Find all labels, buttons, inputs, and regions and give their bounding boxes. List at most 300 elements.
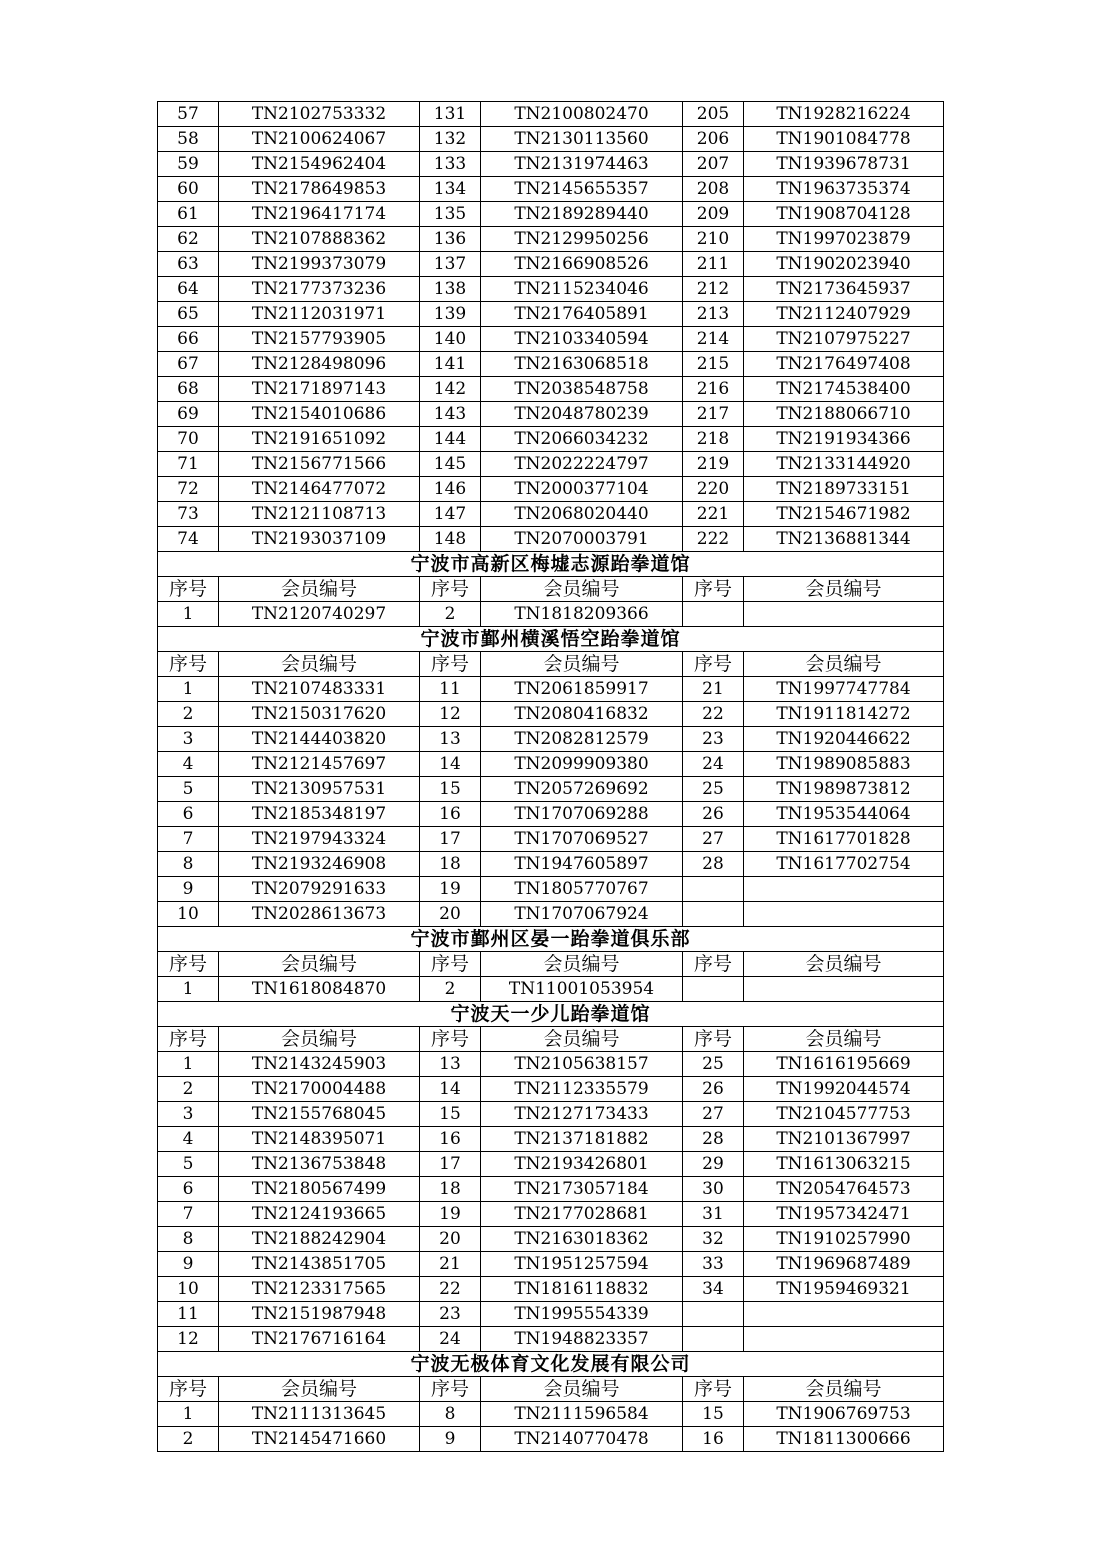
column-header-seq: 序号	[420, 577, 481, 602]
seq-cell: 4	[158, 752, 219, 777]
member-id-cell: TN1951257594	[481, 1252, 683, 1277]
member-id-cell: TN2079291633	[219, 877, 420, 902]
member-table	[157, 101, 944, 1452]
column-header-row	[158, 952, 944, 977]
seq-cell: 137	[420, 252, 481, 277]
seq-cell: 17	[420, 827, 481, 852]
seq-cell	[683, 977, 744, 1002]
member-id-cell: TN2124193665	[219, 1202, 420, 1227]
table-row	[158, 977, 944, 1002]
member-id-cell: TN2143851705	[219, 1252, 420, 1277]
seq-cell: 18	[420, 1177, 481, 1202]
seq-cell: 24	[683, 752, 744, 777]
seq-cell: 138	[420, 277, 481, 302]
section-title-row	[158, 552, 944, 577]
seq-cell: 10	[158, 902, 219, 927]
member-id-cell: TN2193426801	[481, 1152, 683, 1177]
member-id-cell: TN2136753848	[219, 1152, 420, 1177]
table-row	[158, 1202, 944, 1227]
seq-cell: 7	[158, 827, 219, 852]
table-row	[158, 1427, 944, 1452]
member-id-cell: TN2038548758	[481, 377, 683, 402]
seq-cell: 60	[158, 177, 219, 202]
member-id-cell: TN2155768045	[219, 1102, 420, 1127]
seq-cell: 23	[420, 1302, 481, 1327]
member-id-cell: TN2112407929	[744, 302, 944, 327]
seq-cell: 219	[683, 452, 744, 477]
member-id-cell: TN2173057184	[481, 1177, 683, 1202]
member-id-cell: TN2154671982	[744, 502, 944, 527]
member-id-cell: TN1957342471	[744, 1202, 944, 1227]
seq-cell: 146	[420, 477, 481, 502]
seq-cell	[683, 1302, 744, 1327]
seq-cell: 72	[158, 477, 219, 502]
table-row	[158, 1052, 944, 1077]
table-row	[158, 1327, 944, 1352]
table-row	[158, 1127, 944, 1152]
member-id-cell: TN1948823357	[481, 1327, 683, 1352]
seq-cell: 74	[158, 527, 219, 552]
seq-cell: 209	[683, 202, 744, 227]
seq-cell: 207	[683, 152, 744, 177]
seq-cell: 1	[158, 677, 219, 702]
seq-cell: 1	[158, 1402, 219, 1427]
table-row	[158, 452, 944, 477]
member-id-cell: TN2102753332	[219, 102, 420, 127]
seq-cell	[683, 602, 744, 627]
seq-cell: 61	[158, 202, 219, 227]
member-id-cell: TN2129950256	[481, 227, 683, 252]
member-id-cell: TN2121108713	[219, 502, 420, 527]
member-id-cell: TN2128498096	[219, 352, 420, 377]
seq-cell: 26	[683, 802, 744, 827]
column-header-row	[158, 652, 944, 677]
table-row	[158, 427, 944, 452]
column-header-member-id: 会员编号	[744, 577, 944, 602]
member-id-cell: TN2170004488	[219, 1077, 420, 1102]
seq-cell: 2	[420, 977, 481, 1002]
member-id-cell: TN1616195669	[744, 1052, 944, 1077]
seq-cell: 12	[420, 702, 481, 727]
seq-cell: 8	[158, 852, 219, 877]
seq-cell: 21	[683, 677, 744, 702]
member-id-cell: TN2100624067	[219, 127, 420, 152]
seq-cell: 139	[420, 302, 481, 327]
seq-cell: 205	[683, 102, 744, 127]
table-row	[158, 1227, 944, 1252]
member-id-cell: TN2022224797	[481, 452, 683, 477]
seq-cell: 71	[158, 452, 219, 477]
seq-cell: 222	[683, 527, 744, 552]
seq-cell: 68	[158, 377, 219, 402]
column-header-row	[158, 1377, 944, 1402]
member-id-cell: TN1992044574	[744, 1077, 944, 1102]
member-id-cell: TN1805770767	[481, 877, 683, 902]
seq-cell: 20	[420, 1227, 481, 1252]
seq-cell: 19	[420, 1202, 481, 1227]
member-id-cell: TN1939678731	[744, 152, 944, 177]
member-id-cell: TN2137181882	[481, 1127, 683, 1152]
seq-cell: 2	[158, 1427, 219, 1452]
member-id-cell: TN1989873812	[744, 777, 944, 802]
member-id-cell: TN2068020440	[481, 502, 683, 527]
member-id-cell	[744, 902, 944, 927]
member-id-cell: TN2107975227	[744, 327, 944, 352]
column-header-member-id: 会员编号	[744, 1377, 944, 1402]
seq-cell: 5	[158, 1152, 219, 1177]
member-id-cell: TN1920446622	[744, 727, 944, 752]
member-id-cell: TN1617702754	[744, 852, 944, 877]
member-id-cell: TN2131974463	[481, 152, 683, 177]
member-id-cell: TN1617701828	[744, 827, 944, 852]
seq-cell: 70	[158, 427, 219, 452]
member-id-cell: TN2144403820	[219, 727, 420, 752]
member-id-cell: TN2193246908	[219, 852, 420, 877]
member-id-cell: TN2163018362	[481, 1227, 683, 1252]
member-id-cell: TN2107483331	[219, 677, 420, 702]
seq-cell: 59	[158, 152, 219, 177]
member-id-cell: TN2151987948	[219, 1302, 420, 1327]
column-header-seq: 序号	[420, 1027, 481, 1052]
seq-cell: 2	[158, 1077, 219, 1102]
table-row	[158, 852, 944, 877]
seq-cell: 8	[158, 1227, 219, 1252]
member-id-cell: TN2107888362	[219, 227, 420, 252]
column-header-member-id: 会员编号	[219, 952, 420, 977]
member-id-cell: TN1995554339	[481, 1302, 683, 1327]
seq-cell: 2	[420, 602, 481, 627]
column-header-member-id: 会员编号	[481, 1027, 683, 1052]
seq-cell: 32	[683, 1227, 744, 1252]
member-id-cell: TN2197943324	[219, 827, 420, 852]
seq-cell: 6	[158, 802, 219, 827]
column-header-member-id: 会员编号	[219, 652, 420, 677]
member-id-cell: TN1997747784	[744, 677, 944, 702]
member-id-cell: TN1707069527	[481, 827, 683, 852]
seq-cell: 3	[158, 727, 219, 752]
seq-cell: 145	[420, 452, 481, 477]
table-row	[158, 277, 944, 302]
seq-cell: 148	[420, 527, 481, 552]
table-row	[158, 177, 944, 202]
member-id-cell: TN1902023940	[744, 252, 944, 277]
seq-cell: 65	[158, 302, 219, 327]
column-header-seq: 序号	[683, 652, 744, 677]
seq-cell: 213	[683, 302, 744, 327]
seq-cell	[683, 1327, 744, 1352]
member-id-cell: TN2189289440	[481, 202, 683, 227]
member-id-cell: TN11001053954	[481, 977, 683, 1002]
seq-cell: 6	[158, 1177, 219, 1202]
seq-cell: 26	[683, 1077, 744, 1102]
seq-cell: 140	[420, 327, 481, 352]
member-id-cell: TN1911814272	[744, 702, 944, 727]
seq-cell: 5	[158, 777, 219, 802]
member-id-cell: TN2171897143	[219, 377, 420, 402]
member-id-cell: TN2103340594	[481, 327, 683, 352]
member-id-cell: TN2180567499	[219, 1177, 420, 1202]
section-title: 宁波无极体育文化发展有限公司	[158, 1352, 944, 1377]
seq-cell: 63	[158, 252, 219, 277]
seq-cell: 9	[158, 877, 219, 902]
seq-cell	[683, 877, 744, 902]
seq-cell: 28	[683, 1127, 744, 1152]
seq-cell: 14	[420, 752, 481, 777]
table-row	[158, 802, 944, 827]
member-id-cell: TN2111596584	[481, 1402, 683, 1427]
member-id-cell: TN2070003791	[481, 527, 683, 552]
member-id-cell: TN2174538400	[744, 377, 944, 402]
member-id-cell: TN2173645937	[744, 277, 944, 302]
column-header-row	[158, 1027, 944, 1052]
table-row	[158, 1102, 944, 1127]
member-id-cell: TN1901084778	[744, 127, 944, 152]
member-id-cell: TN2145471660	[219, 1427, 420, 1452]
seq-cell: 16	[683, 1427, 744, 1452]
table-row	[158, 127, 944, 152]
seq-cell: 18	[420, 852, 481, 877]
member-id-cell: TN2143245903	[219, 1052, 420, 1077]
member-id-cell: TN2111313645	[219, 1402, 420, 1427]
member-id-cell: TN2146477072	[219, 477, 420, 502]
column-header-seq: 序号	[683, 1027, 744, 1052]
member-id-cell: TN2112031971	[219, 302, 420, 327]
member-id-cell: TN2189733151	[744, 477, 944, 502]
column-header-member-id: 会员编号	[481, 652, 683, 677]
section-title: 宁波市高新区梅墟志源跆拳道馆	[158, 552, 944, 577]
seq-cell: 19	[420, 877, 481, 902]
table-row	[158, 377, 944, 402]
member-id-cell: TN2193037109	[219, 527, 420, 552]
seq-cell: 9	[158, 1252, 219, 1277]
column-header-seq: 序号	[158, 1377, 219, 1402]
member-id-cell: TN2178649853	[219, 177, 420, 202]
seq-cell: 15	[420, 777, 481, 802]
member-id-cell: TN2048780239	[481, 402, 683, 427]
column-header-seq: 序号	[158, 952, 219, 977]
table-row	[158, 827, 944, 852]
member-id-cell: TN2082812579	[481, 727, 683, 752]
seq-cell: 34	[683, 1277, 744, 1302]
member-id-cell: TN1816118832	[481, 1277, 683, 1302]
member-id-cell: TN2130957531	[219, 777, 420, 802]
member-id-cell: TN2156771566	[219, 452, 420, 477]
seq-cell: 215	[683, 352, 744, 377]
table-row	[158, 102, 944, 127]
member-id-cell: TN2185348197	[219, 802, 420, 827]
member-id-cell: TN2188066710	[744, 402, 944, 427]
member-id-cell: TN2154962404	[219, 152, 420, 177]
seq-cell: 10	[158, 1277, 219, 1302]
member-id-cell: TN2176716164	[219, 1327, 420, 1352]
table-row	[158, 752, 944, 777]
member-id-cell: TN1947605897	[481, 852, 683, 877]
seq-cell: 14	[420, 1077, 481, 1102]
member-id-cell: TN2127173433	[481, 1102, 683, 1127]
seq-cell: 143	[420, 402, 481, 427]
seq-cell: 12	[158, 1327, 219, 1352]
seq-cell: 1	[158, 977, 219, 1002]
member-id-cell: TN2123317565	[219, 1277, 420, 1302]
column-header-seq: 序号	[683, 952, 744, 977]
seq-cell: 133	[420, 152, 481, 177]
member-id-cell: TN2145655357	[481, 177, 683, 202]
column-header-row	[158, 577, 944, 602]
seq-cell: 11	[158, 1302, 219, 1327]
member-id-cell: TN2154010686	[219, 402, 420, 427]
seq-cell: 24	[420, 1327, 481, 1352]
member-id-cell	[744, 1302, 944, 1327]
seq-cell: 27	[683, 827, 744, 852]
seq-cell: 214	[683, 327, 744, 352]
seq-cell: 20	[420, 902, 481, 927]
seq-cell: 3	[158, 1102, 219, 1127]
table-row	[158, 902, 944, 927]
member-id-cell: TN1613063215	[744, 1152, 944, 1177]
member-id-cell: TN2112335579	[481, 1077, 683, 1102]
column-header-seq: 序号	[158, 1027, 219, 1052]
member-id-cell: TN1906769753	[744, 1402, 944, 1427]
seq-cell: 22	[683, 702, 744, 727]
table-row	[158, 677, 944, 702]
section-title-row	[158, 927, 944, 952]
table-row	[158, 1152, 944, 1177]
table-row	[158, 777, 944, 802]
seq-cell: 31	[683, 1202, 744, 1227]
column-header-member-id: 会员编号	[744, 652, 944, 677]
member-id-cell	[744, 977, 944, 1002]
member-id-cell: TN2000377104	[481, 477, 683, 502]
table-row	[158, 152, 944, 177]
seq-cell: 221	[683, 502, 744, 527]
column-header-member-id: 会员编号	[744, 952, 944, 977]
member-id-cell: TN2099909380	[481, 752, 683, 777]
seq-cell: 4	[158, 1127, 219, 1152]
member-id-cell: TN2177028681	[481, 1202, 683, 1227]
member-id-cell: TN1989085883	[744, 752, 944, 777]
seq-cell: 135	[420, 202, 481, 227]
seq-cell: 69	[158, 402, 219, 427]
column-header-member-id: 会员编号	[744, 1027, 944, 1052]
seq-cell	[683, 902, 744, 927]
member-id-cell	[744, 877, 944, 902]
member-id-cell: TN1910257990	[744, 1227, 944, 1252]
seq-cell: 9	[420, 1427, 481, 1452]
member-id-cell	[744, 602, 944, 627]
seq-cell: 7	[158, 1202, 219, 1227]
seq-cell: 29	[683, 1152, 744, 1177]
member-id-cell: TN2028613673	[219, 902, 420, 927]
table-row	[158, 602, 944, 627]
seq-cell: 11	[420, 677, 481, 702]
seq-cell: 28	[683, 852, 744, 877]
member-id-cell: TN2188242904	[219, 1227, 420, 1252]
seq-cell: 73	[158, 502, 219, 527]
seq-cell: 218	[683, 427, 744, 452]
member-id-cell: TN1963735374	[744, 177, 944, 202]
seq-cell: 16	[420, 802, 481, 827]
seq-cell: 13	[420, 727, 481, 752]
seq-cell: 23	[683, 727, 744, 752]
member-id-cell: TN2057269692	[481, 777, 683, 802]
member-id-cell: TN1618084870	[219, 977, 420, 1002]
section-title-row	[158, 1002, 944, 1027]
seq-cell: 21	[420, 1252, 481, 1277]
member-id-cell: TN1811300666	[744, 1427, 944, 1452]
member-id-cell: TN1707069288	[481, 802, 683, 827]
seq-cell: 67	[158, 352, 219, 377]
member-id-cell: TN2080416832	[481, 702, 683, 727]
table-row	[158, 302, 944, 327]
member-id-cell: TN2054764573	[744, 1177, 944, 1202]
seq-cell: 216	[683, 377, 744, 402]
member-id-cell: TN2196417174	[219, 202, 420, 227]
seq-cell: 220	[683, 477, 744, 502]
column-header-seq: 序号	[420, 1377, 481, 1402]
seq-cell: 17	[420, 1152, 481, 1177]
member-id-cell: TN2066034232	[481, 427, 683, 452]
section-title-row	[158, 1352, 944, 1377]
member-id-cell: TN1969687489	[744, 1252, 944, 1277]
member-id-cell: TN2120740297	[219, 602, 420, 627]
table-row	[158, 702, 944, 727]
seq-cell: 212	[683, 277, 744, 302]
seq-cell: 22	[420, 1277, 481, 1302]
seq-cell: 1	[158, 602, 219, 627]
section-title: 宁波市鄞州横溪悟空跆拳道馆	[158, 627, 944, 652]
member-id-cell: TN2140770478	[481, 1427, 683, 1452]
seq-cell: 15	[420, 1102, 481, 1127]
member-id-cell: TN2115234046	[481, 277, 683, 302]
member-id-cell: TN2176405891	[481, 302, 683, 327]
column-header-seq: 序号	[683, 1377, 744, 1402]
table-row	[158, 227, 944, 252]
table-row	[158, 502, 944, 527]
member-id-cell: TN2133144920	[744, 452, 944, 477]
seq-cell: 134	[420, 177, 481, 202]
member-id-cell: TN2176497408	[744, 352, 944, 377]
seq-cell: 131	[420, 102, 481, 127]
member-id-cell: TN2177373236	[219, 277, 420, 302]
seq-cell: 1	[158, 1052, 219, 1077]
table-row	[158, 1252, 944, 1277]
seq-cell: 147	[420, 502, 481, 527]
member-id-cell: TN2191934366	[744, 427, 944, 452]
table-row	[158, 1302, 944, 1327]
member-id-cell: TN2061859917	[481, 677, 683, 702]
section-title-row	[158, 627, 944, 652]
table-row	[158, 1402, 944, 1427]
member-id-cell: TN2163068518	[481, 352, 683, 377]
table-row	[158, 1177, 944, 1202]
column-header-member-id: 会员编号	[481, 577, 683, 602]
seq-cell: 30	[683, 1177, 744, 1202]
seq-cell: 206	[683, 127, 744, 152]
seq-cell: 15	[683, 1402, 744, 1427]
member-id-cell: TN1818209366	[481, 602, 683, 627]
member-id-cell: TN2148395071	[219, 1127, 420, 1152]
seq-cell: 66	[158, 327, 219, 352]
seq-cell: 2	[158, 702, 219, 727]
member-id-cell: TN2130113560	[481, 127, 683, 152]
seq-cell: 144	[420, 427, 481, 452]
seq-cell: 136	[420, 227, 481, 252]
seq-cell: 16	[420, 1127, 481, 1152]
column-header-member-id: 会员编号	[481, 1377, 683, 1402]
seq-cell: 208	[683, 177, 744, 202]
seq-cell: 8	[420, 1402, 481, 1427]
seq-cell: 132	[420, 127, 481, 152]
